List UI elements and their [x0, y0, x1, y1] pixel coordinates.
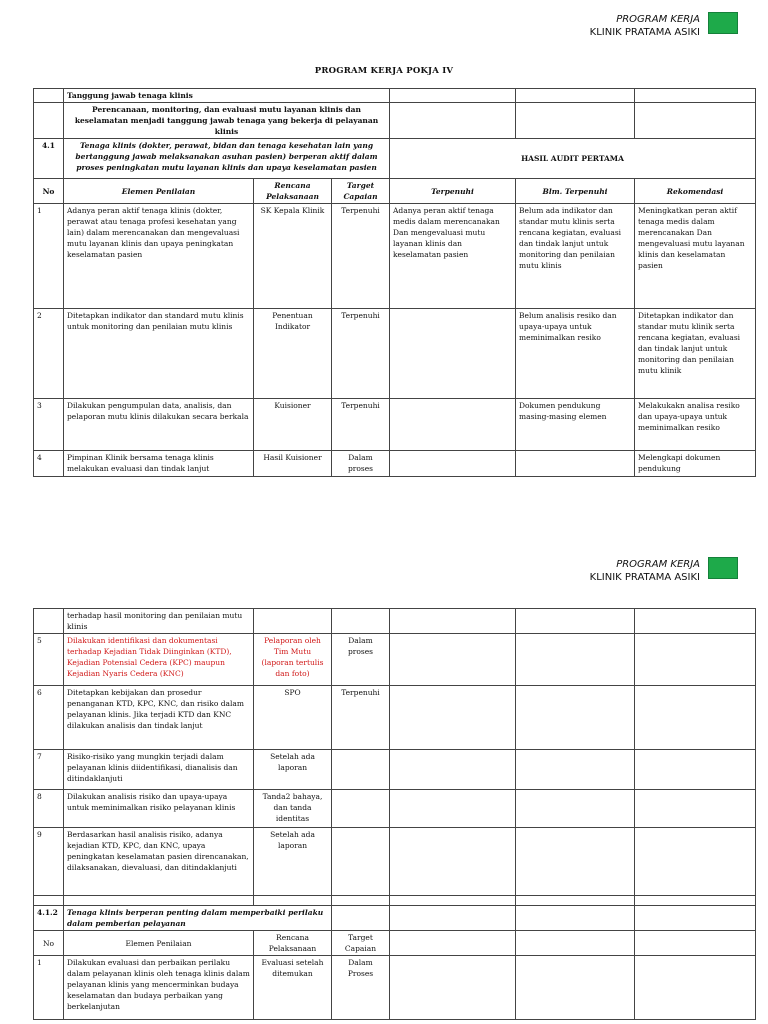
cell-rencana: Evaluasi setelah ditemukan [254, 956, 332, 1020]
cell-elemen: Dilakukan identifikasi dan dokumentasi terhadap Kejadian Tidak Diinginkan (KTD), Kejadian Potensial Cedera (KPC) maupun Kejadian Nyaris Cedera (KNC) [64, 634, 254, 686]
cell-terpenuhi [390, 309, 516, 399]
program-table-2 [33, 608, 756, 1020]
col-header-rencana: Rencana Pelaksanaan [254, 931, 332, 956]
table-row [34, 956, 756, 1020]
cell-target [332, 750, 390, 790]
table-row [34, 103, 756, 139]
cell-rencana: SK Kepala Klinik [254, 204, 332, 309]
col-header-terpenuhi: Terpenuhi [390, 179, 516, 204]
cell-blm: Dokumen pendukung masing-masing elemen [516, 399, 635, 451]
cell-target [332, 828, 390, 896]
program-table-1 [33, 88, 756, 477]
cell-elemen: Ditetapkan kebijakan dan prosedur penanganan KTD, KPC, KNC, dan risiko dalam pelayanan klinis. Jika terjadi KTD dan KNC dilakukan analisis dan tindak lanjut [64, 686, 254, 750]
table-row [34, 89, 756, 103]
cell-rencana: Pelaporan oleh Tim Mutu (laporan tertulis dan foto) [254, 634, 332, 686]
header-green-box [708, 12, 738, 34]
cell-rencana: Setelah ada laporan [254, 828, 332, 896]
document-title: PROGRAM KERJA POKJA IV [314, 66, 454, 76]
cell-no: 1 [34, 956, 64, 1020]
col-header-no: No [34, 931, 64, 956]
table-row [34, 634, 756, 686]
col-header-elemen: Elemen Penilaian [64, 179, 254, 204]
cell-elemen: Pimpinan Klinik bersama tenaga klinis melakukan evaluasi dan tindak lanjut [64, 451, 254, 477]
row-perencanaan: Perencanaan, monitoring, dan evaluasi mutu layanan klinis dan keselamatan menjadi tanggung jawab tenaga yang bekerja di pelayanan klinis [64, 103, 390, 139]
cell-elemen: Dilakukan pengumpulan data, analisis, dan pelaporan mutu klinis dilakukan secara berkala [64, 399, 254, 451]
cell-target: Terpenuhi [332, 686, 390, 750]
cell-target: Terpenuhi [332, 204, 390, 309]
header-text [590, 558, 700, 584]
cell-elemen: Ditetapkan indikator dan standard mutu klinis untuk monitoring dan penilaian mutu klinis [64, 309, 254, 399]
cell-no: 9 [34, 828, 64, 896]
section-text: Tenaga klinis berperan penting dalam memperbaiki perilaku dalam pemberian pelayanan [64, 906, 332, 931]
section-row [34, 906, 756, 931]
page-header-2 [590, 557, 738, 584]
table-row [34, 750, 756, 790]
cell-no: 6 [34, 686, 64, 750]
cell-blm: Belum ada indikator dan standar mutu klinis serta rencana kegiatan, evaluasi dan tindak lanjut untuk monitoring dan penilaian mutu klinis [516, 204, 635, 309]
col-header-target: Target Capaian [332, 179, 390, 204]
cell-rencana: Hasil Kuisioner [254, 451, 332, 477]
cell-target: Dalam Proses [332, 956, 390, 1020]
cell-no: 2 [34, 309, 64, 399]
cell-target: Terpenuhi [332, 399, 390, 451]
table-row [34, 790, 756, 828]
table-row [34, 828, 756, 896]
header-program-kerja: PROGRAM KERJA [616, 559, 700, 570]
header-row [34, 179, 756, 204]
cell-no: 8 [34, 790, 64, 828]
col-header-target: Target Capaian [332, 931, 390, 956]
cell-target: Dalam proses [332, 634, 390, 686]
cell-elemen-cont: terhadap hasil monitoring dan penilaian mutu klinis [64, 609, 254, 634]
table-row [34, 309, 756, 399]
cell-no: 3 [34, 399, 64, 451]
col-header-elemen: Elemen Penilaian [64, 931, 254, 956]
section-number: 4.1 [34, 139, 64, 179]
cell-elemen: Risiko-risiko yang mungkin terjadi dalam pelayanan klinis diidentifikasi, dianalisis dan ditindaklanjuti [64, 750, 254, 790]
page-header [590, 12, 738, 39]
cell-rencana: Setelah ada laporan [254, 750, 332, 790]
table-row [34, 204, 756, 309]
cell-rekomendasi: Meningkatkan peran aktif tenaga medis dalam merencanakan Dan mengevaluasi mutu layanan klinis dan keselamatan pasien [635, 204, 756, 309]
header-program-kerja: PROGRAM KERJA [616, 14, 700, 25]
cell-terpenuhi: Adanya peran aktif tenaga medis dalam merencanakan Dan mengevaluasi mutu layanan klinis dan keselamatan pasien [390, 204, 516, 309]
section-row [34, 139, 756, 179]
col-header-rencana: Rencana Pelaksanaan [254, 179, 332, 204]
col-header-rekomendasi: Rekomendasi [635, 179, 756, 204]
section-text: Tenaga klinis (dokter, perawat, bidan dan tenaga kesehatan lain yang bertanggung jawab melaksanakan asuhan pasien) berperan aktif dalam proses peningkatan mutu layanan klinis dan upaya keselamatan pasien [64, 139, 390, 179]
table-row [34, 686, 756, 750]
cell-rencana: Penentuan Indikator [254, 309, 332, 399]
section-number: 4.1.2 [34, 906, 64, 931]
cell-rencana: Kuisioner [254, 399, 332, 451]
table-row [34, 609, 756, 634]
table-row [34, 399, 756, 451]
header-klinik: KLINIK PRATAMA ASIKI [589, 572, 700, 583]
cell-target: Dalam proses [332, 451, 390, 477]
cell-no: 4 [34, 451, 64, 477]
cell-elemen: Dilakukan analisis risiko dan upaya-upaya untuk meminimalkan risiko pelayanan klinis [64, 790, 254, 828]
row-tanggung-jawab: Tanggung jawab tenaga klinis [64, 89, 390, 103]
header-row [34, 931, 756, 956]
cell-terpenuhi [390, 451, 516, 477]
cell-rekomendasi: Ditetapkan indikator dan standar mutu klinik serta rencana kegiatan, evaluasi dan tindak lanjut untuk monitoring dan penilaian mutu klinik [635, 309, 756, 399]
cell-target: Terpenuhi [332, 309, 390, 399]
col-header-blm: Blm. Terpenuhi [516, 179, 635, 204]
cell-rencana: Tanda2 bahaya, dan tanda identitas [254, 790, 332, 828]
cell-elemen: Adanya peran aktif tenaga klinis (dokter, perawat atau tenaga profesi kesehatan yang lain) dalam merencanakan dan mengevaluasi mutu layanan klinis dan upaya peningkatan keselamatan pasien [64, 204, 254, 309]
spacer-row [34, 896, 756, 906]
cell-terpenuhi [390, 399, 516, 451]
cell-blm: Belum analisis resiko dan upaya-upaya untuk meminimalkan resiko [516, 309, 635, 399]
header-klinik: KLINIK PRATAMA ASIKI [589, 27, 700, 38]
header-green-box [708, 557, 738, 579]
col-header-no: No [34, 179, 64, 204]
cell-rekomendasi: Melakukakn analisa resiko dan upaya-upaya untuk meminimalkan resiko [635, 399, 756, 451]
cell-rencana: SPO [254, 686, 332, 750]
table-row [34, 451, 756, 477]
cell-no: 1 [34, 204, 64, 309]
cell-no: 7 [34, 750, 64, 790]
cell-elemen: Berdasarkan hasil analisis risiko, adanya kejadian KTD, KPC, dan KNC, upaya peningkatan keselamatan pasien direncanakan, dilaksanakan, dievaluasi, dan ditindaklanjuti [64, 828, 254, 896]
cell-rekomendasi: Melengkapi dokumen pendukung [635, 451, 756, 477]
cell-elemen: Dilakukan evaluasi dan perbaikan perilaku dalam pelayanan klinis oleh tenaga klinis dalam pelayanan klinis yang mencerminkan budaya keselamatan dan budaya perbaikan yang berkelanjutan [64, 956, 254, 1020]
header-text [590, 13, 700, 39]
hasil-audit-title: HASIL AUDIT PERTAMA [390, 139, 756, 179]
cell-blm [516, 451, 635, 477]
cell-no: 5 [34, 634, 64, 686]
cell-target [332, 790, 390, 828]
